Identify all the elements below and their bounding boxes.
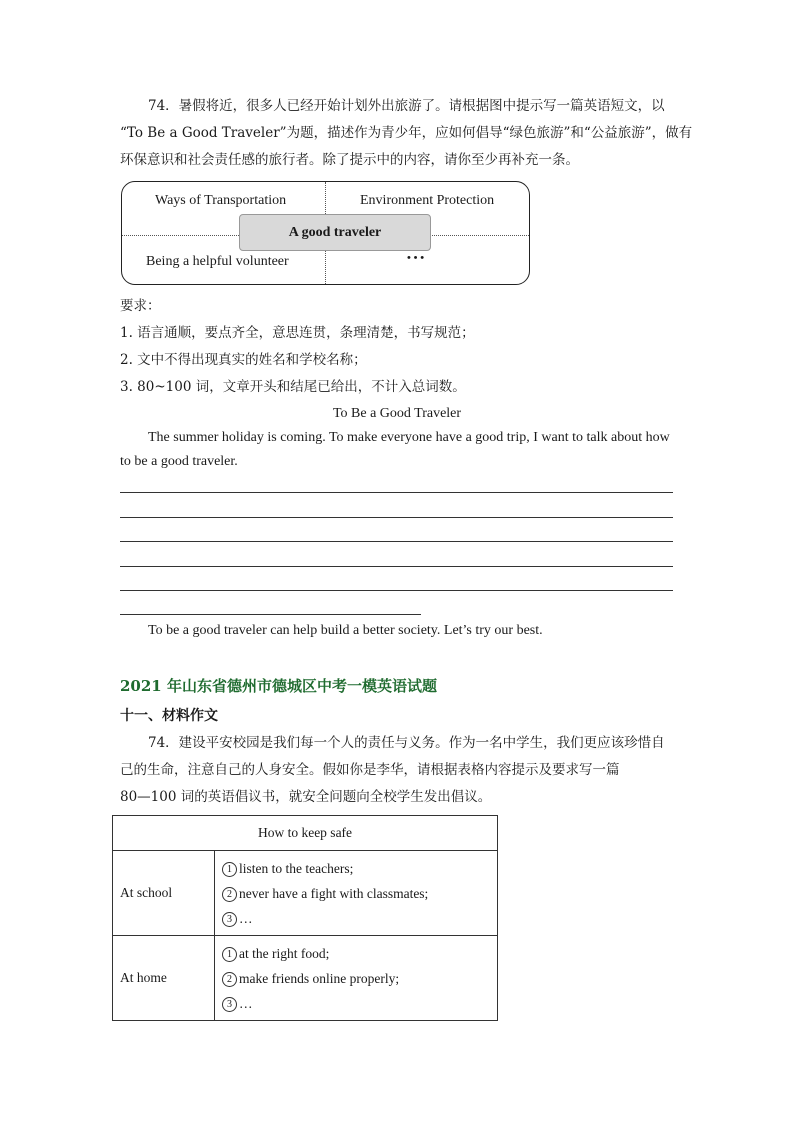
list-item xyxy=(222,881,490,906)
q2-intro-line-2: 己的生命，注意自己的人身安全。假如你是李华，请根据表格内容提示及要求写一篇 xyxy=(120,762,620,778)
essay-opening-line-1: The summer holiday is coming. To make everyone have a good trip, I want to talk about how xyxy=(148,430,670,445)
requirement-1: 1. 语言通顺，要点齐全，意思连贯，条理清楚，书写规范； xyxy=(120,325,475,341)
circled-number: 2 xyxy=(222,887,237,902)
essay-closing: To be a good traveler can help build a better society. Let’s try our best. xyxy=(148,623,543,638)
q1-intro-line-2: “To Be a Good Traveler”为题，描述作为青少年，应如何倡导“绿色旅游”和“公益旅游”，做有 xyxy=(120,125,693,141)
list-item xyxy=(222,941,490,966)
safety-table xyxy=(112,815,498,1021)
diagram-center-box xyxy=(239,214,431,251)
requirement-2: 2. 文中不得出现真实的姓名和学校名称； xyxy=(120,352,367,368)
table-items-cell xyxy=(215,851,498,936)
q1-intro-line-3: 环保意识和社会责任感的旅行者。除了提示中的内容，请你至少再补充一条。 xyxy=(120,152,579,168)
writing-line xyxy=(120,541,673,542)
circled-number: 1 xyxy=(222,947,237,962)
table-place-cell: At home xyxy=(113,936,215,1021)
q2-intro-line-3: 80—100 词的英语倡议书，就安全问题向全校学生发出倡议。 xyxy=(120,789,492,805)
writing-line xyxy=(120,517,673,518)
list-item xyxy=(222,856,490,881)
circled-number: 3 xyxy=(222,997,237,1012)
table-header: How to keep safe xyxy=(113,816,498,851)
writing-line xyxy=(120,492,673,493)
list-item-text: listen to the teachers; xyxy=(239,860,354,876)
list-item xyxy=(222,906,490,931)
list-item-text: … xyxy=(239,995,253,1011)
table-row xyxy=(113,936,498,1021)
list-item-text: never have a fight with classmates; xyxy=(239,885,429,901)
q1-intro-line-1: 74．暑假将近，很多人已经开始计划外出旅游了。请根据图中提示写一篇英语短文，以 xyxy=(148,98,665,114)
essay-opening-line-2: to be a good traveler. xyxy=(120,454,238,469)
table-row xyxy=(113,851,498,936)
circled-number: 3 xyxy=(222,912,237,927)
diagram-top-left: Ways of Transportation xyxy=(155,193,287,208)
circled-number: 1 xyxy=(222,862,237,877)
diagram-top-right: Environment Protection xyxy=(360,193,495,208)
requirements-title: 要求： xyxy=(120,298,161,314)
essay-title: To Be a Good Traveler xyxy=(332,406,462,421)
list-item-text: at the right food; xyxy=(239,945,330,961)
list-item-text: make friends online properly; xyxy=(239,970,400,986)
part-title: 十一、材料作文 xyxy=(120,708,218,724)
exam-title: 2021 年山东省德州市德城区中考一模英语试题 xyxy=(120,677,437,695)
list-item xyxy=(222,991,490,1016)
table-header-row xyxy=(113,816,498,851)
table-items-cell xyxy=(215,936,498,1021)
writing-line xyxy=(120,590,673,591)
q2-intro-line-1: 74．建设平安校园是我们每一个人的责任与义务。作为一名中学生，我们更应该珍惜自 xyxy=(148,735,665,751)
requirement-3: 3. 80~100 词，文章开头和结尾已给出，不计入总词数。 xyxy=(120,379,466,395)
list-item-text: … xyxy=(239,910,253,926)
diagram-center-label: A good traveler xyxy=(288,224,382,240)
writing-line-short xyxy=(120,614,421,615)
list-item xyxy=(222,966,490,991)
traveler-diagram xyxy=(121,181,530,285)
table-place-cell: At school xyxy=(113,851,215,936)
circled-number: 2 xyxy=(222,972,237,987)
diagram-bottom-right: • • • xyxy=(407,252,425,264)
writing-line xyxy=(120,566,673,567)
diagram-bottom-left: Being a helpful volunteer xyxy=(146,254,289,269)
